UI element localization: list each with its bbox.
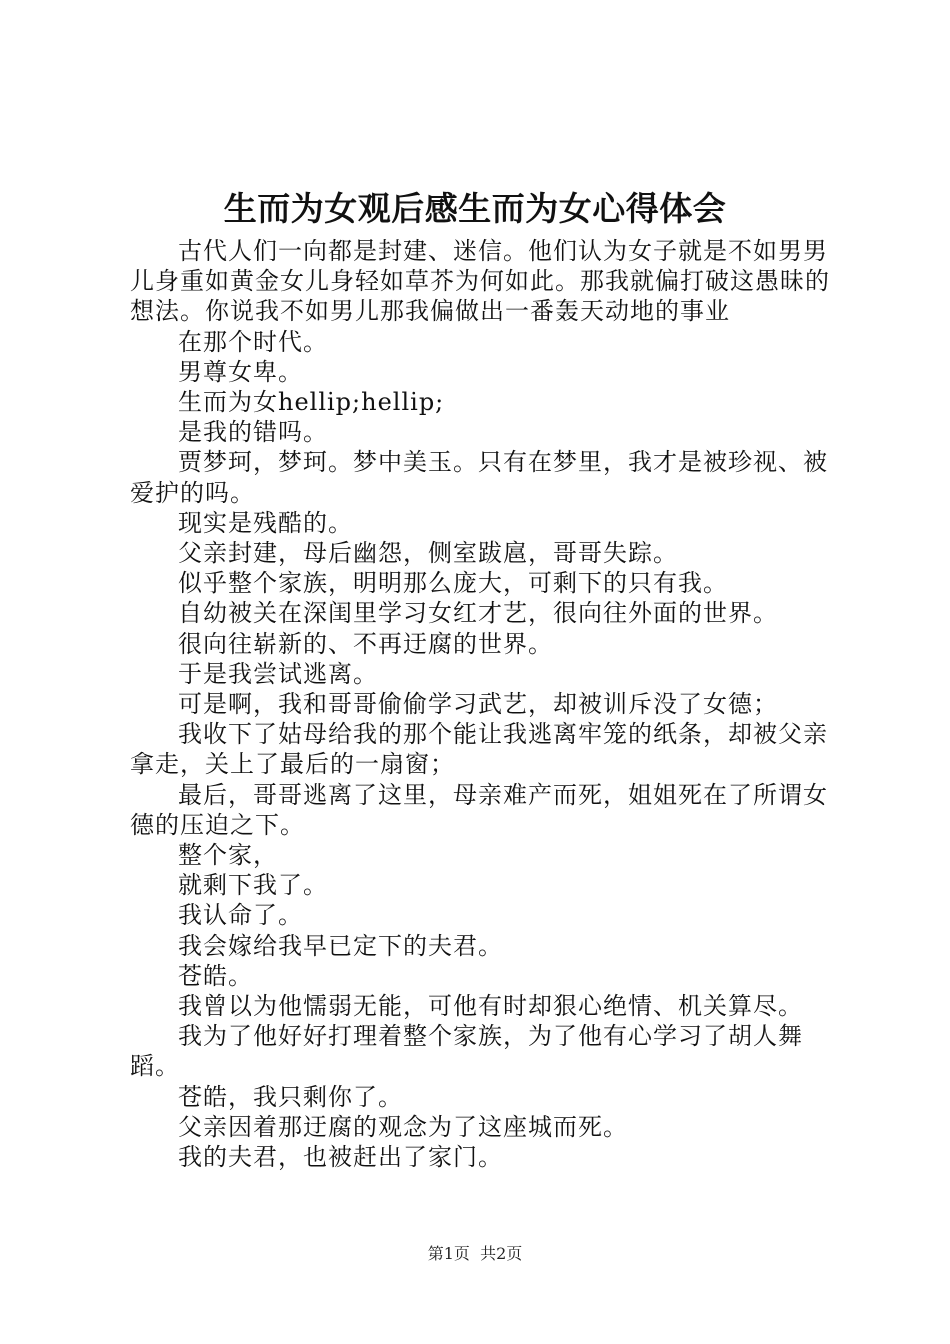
paragraph: 我会嫁给我早已定下的夫君。 <box>178 931 503 960</box>
paragraph: 就剩下我了。 <box>178 871 328 900</box>
paragraph: 可是啊，我和哥哥偷偷学习武艺，却被训斥没了女德； <box>178 690 778 719</box>
paragraph: 我为了他好好打理着整个家族，为了他有心学习了胡人舞蹈。 <box>130 1022 803 1081</box>
paragraph: 很向往崭新的、不再迂腐的世界。 <box>178 629 553 658</box>
paragraph: 我认命了。 <box>178 901 303 930</box>
paragraph: 在那个时代。 <box>178 327 328 356</box>
paragraph: 现实是残酷的。 <box>178 508 353 537</box>
paragraph: 古代人们一向都是封建、迷信。他们认为女子就是不如男男儿身重如黄金女儿身轻如草芥为何如此。那我就偏打破这愚昧的想法。你说我不如男儿那我偏做出一番轰天动地的事业 <box>130 237 830 326</box>
document-body <box>130 236 840 1172</box>
paragraph: 整个家， <box>178 841 278 870</box>
document-title: 生而为女观后感生而为女心得体会 <box>223 189 727 228</box>
page-footer <box>0 1243 950 1265</box>
paragraph: 自幼被关在深闺里学习女红才艺，很向往外面的世界。 <box>178 599 778 628</box>
paragraph: 是我的错吗。 <box>178 418 328 447</box>
paragraph: 贾梦珂，梦珂。梦中美玉。只有在梦里，我才是被珍视、被爱护的吗。 <box>130 448 828 507</box>
paragraph: 我的夫君，也被赶出了家门。 <box>178 1143 503 1172</box>
page-number: 第1页 <box>427 1244 470 1263</box>
paragraph: 于是我尝试逃离。 <box>178 659 378 688</box>
page-total: 共2页 <box>480 1244 523 1263</box>
footer-spacer <box>470 1244 480 1263</box>
paragraph: 似乎整个家族，明明那么庞大，可剩下的只有我。 <box>178 569 728 598</box>
paragraph: 生而为女hellip;hellip; <box>178 388 445 417</box>
paragraph: 苍皓。 <box>178 961 253 990</box>
paragraph: 我曾以为他懦弱无能，可他有时却狠心绝情、机关算尽。 <box>178 992 803 1021</box>
paragraph: 男尊女卑。 <box>178 357 303 386</box>
paragraph: 最后，哥哥逃离了这里，母亲难产而死，姐姐死在了所谓女德的压迫之下。 <box>130 780 828 839</box>
paragraph: 我收下了姑母给我的那个能让我逃离牢笼的纸条，却被父亲拿走，关上了最后的一扇窗； <box>130 720 828 779</box>
paragraph: 父亲封建，母后幽怨，侧室跋扈，哥哥失踪。 <box>178 539 678 568</box>
paragraph: 苍皓，我只剩你了。 <box>178 1082 403 1111</box>
paragraph: 父亲因着那迂腐的观念为了这座城而死。 <box>178 1112 628 1141</box>
